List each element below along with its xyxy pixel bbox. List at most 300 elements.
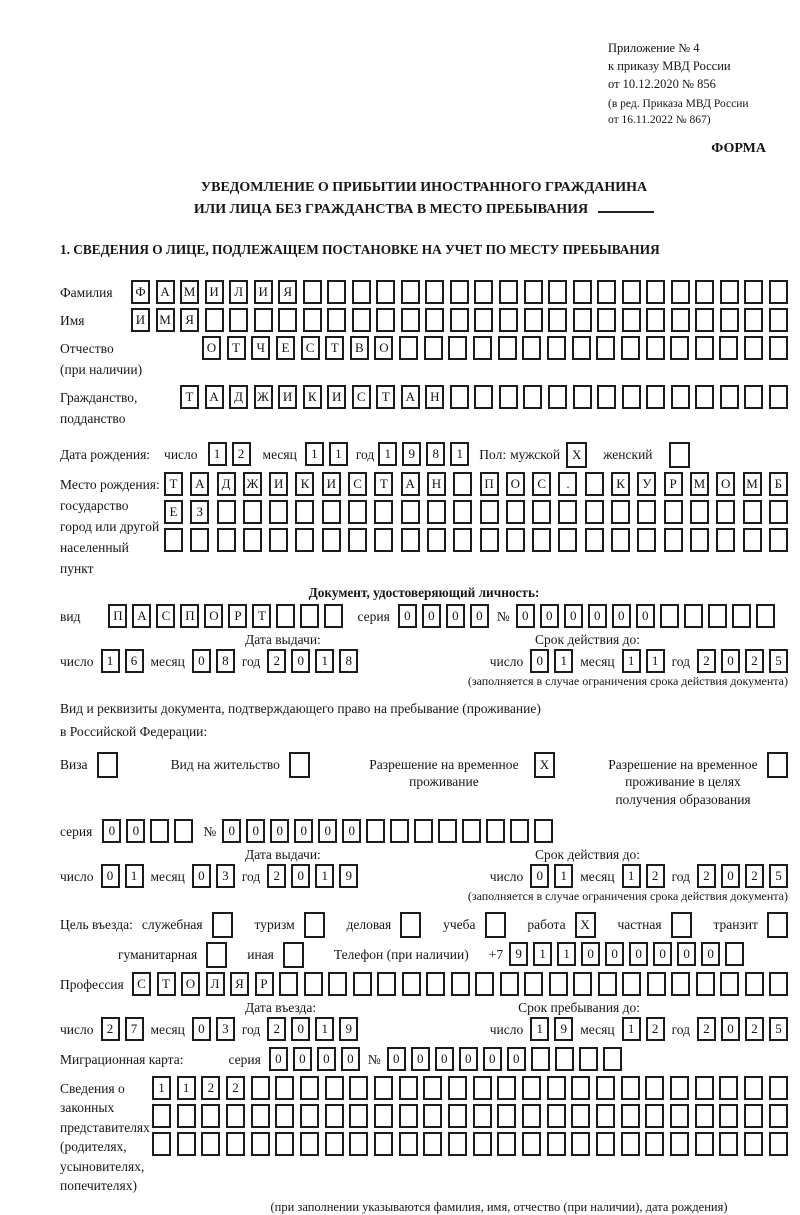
grid-cell[interactable]: С [156, 604, 175, 628]
grid-cell[interactable]: 0 [101, 864, 120, 888]
grid-cell[interactable]: 1 [450, 442, 469, 466]
grid-cell[interactable] [671, 385, 690, 409]
grid-cell[interactable] [769, 280, 788, 304]
grid-cell[interactable] [603, 1047, 622, 1071]
grid-cell[interactable] [473, 1076, 492, 1100]
grid-cell[interactable] [448, 1132, 467, 1156]
grid-cell[interactable]: Д [217, 472, 236, 496]
grid-cell[interactable]: П [480, 472, 499, 496]
grid-cell[interactable] [425, 280, 444, 304]
grid-cell[interactable] [621, 1076, 640, 1100]
grid-cell[interactable] [474, 308, 493, 332]
grid-cell[interactable]: 0 [126, 819, 145, 843]
grid-cell[interactable]: 6 [125, 649, 144, 673]
grid-cell[interactable]: Т [157, 972, 176, 996]
grid-cell[interactable] [401, 308, 420, 332]
grid-cell[interactable] [646, 280, 665, 304]
grid-cell[interactable] [206, 942, 227, 968]
grid-cell[interactable]: Я [180, 308, 199, 332]
grid-cell[interactable] [300, 1076, 319, 1100]
grid-cell[interactable] [400, 912, 421, 938]
grid-cell[interactable]: Б [769, 472, 788, 496]
grid-cell[interactable]: К [295, 472, 314, 496]
grid-cell[interactable]: 1 [125, 864, 144, 888]
grid-cell[interactable]: 1 [622, 649, 641, 673]
grid-cell[interactable] [348, 528, 367, 552]
grid-cell[interactable]: И [131, 308, 150, 332]
grid-cell[interactable] [671, 280, 690, 304]
grid-cell[interactable] [547, 1076, 566, 1100]
grid-cell[interactable] [664, 500, 683, 524]
grid-cell[interactable] [719, 1132, 738, 1156]
grid-cell[interactable]: 0 [102, 819, 121, 843]
grid-cell[interactable] [453, 528, 472, 552]
grid-cell[interactable]: И [205, 280, 224, 304]
grid-cell[interactable]: Н [425, 385, 444, 409]
grid-cell[interactable]: Я [278, 280, 297, 304]
grid-cell[interactable] [708, 604, 727, 628]
grid-cell[interactable] [269, 528, 288, 552]
grid-cell[interactable] [690, 528, 709, 552]
grid-cell[interactable] [300, 1132, 319, 1156]
grid-cell[interactable]: Р [664, 472, 683, 496]
grid-cell[interactable]: 2 [646, 864, 665, 888]
grid-cell[interactable] [399, 336, 418, 360]
grid-cell[interactable] [621, 1104, 640, 1128]
grid-cell[interactable] [719, 1076, 738, 1100]
grid-cell[interactable] [448, 1104, 467, 1128]
grid-cell[interactable] [322, 500, 341, 524]
grid-cell[interactable] [251, 1132, 270, 1156]
grid-cell[interactable] [548, 280, 567, 304]
grid-cell[interactable]: О [204, 604, 223, 628]
grid-cell[interactable] [585, 500, 604, 524]
grid-cell[interactable]: 0 [342, 819, 361, 843]
grid-cell[interactable]: 2 [226, 1076, 245, 1100]
grid-cell[interactable]: 0 [192, 864, 211, 888]
grid-cell[interactable] [745, 972, 764, 996]
grid-cell[interactable] [637, 528, 656, 552]
grid-cell[interactable] [497, 1076, 516, 1100]
grid-cell[interactable]: 0 [222, 819, 241, 843]
grid-cell[interactable] [279, 972, 298, 996]
grid-cell[interactable]: О [716, 472, 735, 496]
grid-cell[interactable]: И [269, 472, 288, 496]
grid-cell[interactable] [349, 1104, 368, 1128]
grid-cell[interactable] [769, 528, 788, 552]
grid-cell[interactable] [451, 972, 470, 996]
grid-cell[interactable]: И [322, 472, 341, 496]
grid-cell[interactable] [523, 385, 542, 409]
grid-cell[interactable]: 2 [745, 649, 764, 673]
grid-cell[interactable] [448, 1076, 467, 1100]
grid-cell[interactable] [226, 1104, 245, 1128]
grid-cell[interactable] [720, 308, 739, 332]
grid-cell[interactable] [480, 528, 499, 552]
grid-cell[interactable] [486, 819, 505, 843]
grid-cell[interactable]: 0 [721, 1017, 740, 1041]
grid-cell[interactable] [352, 280, 371, 304]
grid-cell[interactable] [473, 1132, 492, 1156]
grid-cell[interactable]: М [743, 472, 762, 496]
grid-cell[interactable]: К [303, 385, 322, 409]
grid-cell[interactable] [499, 280, 518, 304]
grid-cell[interactable] [695, 308, 714, 332]
grid-cell[interactable]: X [534, 752, 555, 778]
grid-cell[interactable] [596, 1132, 615, 1156]
grid-cell[interactable] [177, 1132, 196, 1156]
grid-cell[interactable] [524, 280, 543, 304]
grid-cell[interactable] [303, 280, 322, 304]
grid-cell[interactable] [303, 308, 322, 332]
grid-cell[interactable] [275, 1076, 294, 1100]
grid-cell[interactable] [450, 385, 469, 409]
grid-cell[interactable] [670, 1132, 689, 1156]
grid-cell[interactable] [572, 336, 591, 360]
grid-cell[interactable]: 0 [721, 649, 740, 673]
grid-cell[interactable] [377, 972, 396, 996]
grid-cell[interactable] [732, 604, 751, 628]
grid-cell[interactable] [744, 308, 763, 332]
grid-cell[interactable] [251, 1076, 270, 1100]
grid-cell[interactable] [621, 336, 640, 360]
grid-cell[interactable]: Т [374, 472, 393, 496]
grid-cell[interactable] [322, 528, 341, 552]
grid-cell[interactable]: 1 [305, 442, 324, 466]
grid-cell[interactable] [401, 528, 420, 552]
grid-cell[interactable]: 0 [629, 942, 648, 966]
grid-cell[interactable] [744, 1104, 763, 1128]
grid-cell[interactable]: 3 [216, 1017, 235, 1041]
grid-cell[interactable] [645, 1076, 664, 1100]
grid-cell[interactable]: Т [227, 336, 246, 360]
grid-cell[interactable] [769, 1076, 788, 1100]
grid-cell[interactable]: Т [325, 336, 344, 360]
grid-cell[interactable] [353, 972, 372, 996]
grid-cell[interactable] [480, 500, 499, 524]
grid-cell[interactable]: 2 [201, 1076, 220, 1100]
grid-cell[interactable]: 1 [622, 864, 641, 888]
grid-cell[interactable] [645, 1104, 664, 1128]
grid-cell[interactable]: 3 [216, 864, 235, 888]
grid-cell[interactable]: 0 [293, 1047, 312, 1071]
grid-cell[interactable] [596, 1104, 615, 1128]
grid-cell[interactable] [425, 308, 444, 332]
grid-cell[interactable] [499, 385, 518, 409]
grid-cell[interactable] [531, 1047, 550, 1071]
grid-cell[interactable] [684, 604, 703, 628]
grid-cell[interactable] [744, 385, 763, 409]
grid-cell[interactable]: И [278, 385, 297, 409]
grid-cell[interactable]: Т [376, 385, 395, 409]
grid-cell[interactable] [637, 500, 656, 524]
grid-cell[interactable]: 9 [554, 1017, 573, 1041]
grid-cell[interactable] [254, 308, 273, 332]
grid-cell[interactable]: О [202, 336, 221, 360]
grid-cell[interactable]: 0 [411, 1047, 430, 1071]
grid-cell[interactable] [152, 1132, 171, 1156]
grid-cell[interactable]: 0 [269, 1047, 288, 1071]
grid-cell[interactable] [670, 1076, 689, 1100]
grid-cell[interactable] [622, 308, 641, 332]
grid-cell[interactable] [164, 528, 183, 552]
grid-cell[interactable]: А [401, 472, 420, 496]
grid-cell[interactable]: 2 [745, 1017, 764, 1041]
grid-cell[interactable] [522, 1104, 541, 1128]
grid-cell[interactable] [695, 336, 714, 360]
grid-cell[interactable]: 0 [564, 604, 583, 628]
grid-cell[interactable] [549, 972, 568, 996]
grid-cell[interactable]: 2 [697, 864, 716, 888]
grid-cell[interactable] [670, 336, 689, 360]
grid-cell[interactable] [327, 280, 346, 304]
grid-cell[interactable] [573, 280, 592, 304]
grid-cell[interactable] [534, 819, 553, 843]
grid-cell[interactable] [669, 442, 690, 468]
grid-cell[interactable]: 5 [769, 649, 788, 673]
grid-cell[interactable] [251, 1104, 270, 1128]
grid-cell[interactable] [450, 308, 469, 332]
grid-cell[interactable] [374, 1076, 393, 1100]
grid-cell[interactable]: 1 [554, 649, 573, 673]
grid-cell[interactable] [596, 1076, 615, 1100]
grid-cell[interactable] [324, 604, 343, 628]
grid-cell[interactable]: 1 [646, 649, 665, 673]
grid-cell[interactable]: 0 [270, 819, 289, 843]
grid-cell[interactable] [743, 528, 762, 552]
grid-cell[interactable] [283, 942, 304, 968]
grid-cell[interactable]: 0 [192, 649, 211, 673]
grid-cell[interactable]: Л [229, 280, 248, 304]
grid-cell[interactable]: 1 [177, 1076, 196, 1100]
grid-cell[interactable]: 2 [101, 1017, 120, 1041]
grid-cell[interactable] [473, 1104, 492, 1128]
grid-cell[interactable]: 0 [530, 864, 549, 888]
grid-cell[interactable] [646, 385, 665, 409]
grid-cell[interactable] [269, 500, 288, 524]
grid-cell[interactable]: 0 [530, 649, 549, 673]
grid-cell[interactable]: К [611, 472, 630, 496]
grid-cell[interactable] [423, 1076, 442, 1100]
grid-cell[interactable] [327, 308, 346, 332]
grid-cell[interactable]: 0 [516, 604, 535, 628]
grid-cell[interactable]: С [352, 385, 371, 409]
grid-cell[interactable] [453, 500, 472, 524]
grid-cell[interactable]: 0 [588, 604, 607, 628]
grid-cell[interactable]: 7 [125, 1017, 144, 1041]
grid-cell[interactable] [190, 528, 209, 552]
grid-cell[interactable]: 1 [378, 442, 397, 466]
grid-cell[interactable] [177, 1104, 196, 1128]
grid-cell[interactable]: Р [255, 972, 274, 996]
grid-cell[interactable] [573, 308, 592, 332]
grid-cell[interactable]: Я [230, 972, 249, 996]
grid-cell[interactable] [352, 308, 371, 332]
grid-cell[interactable] [769, 336, 788, 360]
grid-cell[interactable] [622, 972, 641, 996]
grid-cell[interactable] [598, 972, 617, 996]
grid-cell[interactable] [571, 1132, 590, 1156]
grid-cell[interactable] [670, 1104, 689, 1128]
grid-cell[interactable]: 5 [769, 1017, 788, 1041]
grid-cell[interactable] [647, 972, 666, 996]
grid-cell[interactable] [497, 1132, 516, 1156]
grid-cell[interactable] [769, 972, 788, 996]
grid-cell[interactable]: X [575, 912, 596, 938]
grid-cell[interactable] [769, 500, 788, 524]
grid-cell[interactable] [499, 308, 518, 332]
grid-cell[interactable]: С [301, 336, 320, 360]
grid-cell[interactable] [217, 528, 236, 552]
grid-cell[interactable]: 0 [507, 1047, 526, 1071]
grid-cell[interactable] [555, 1047, 574, 1071]
grid-cell[interactable] [212, 912, 233, 938]
grid-cell[interactable] [510, 819, 529, 843]
grid-cell[interactable] [646, 308, 665, 332]
grid-cell[interactable] [401, 500, 420, 524]
grid-cell[interactable] [767, 912, 788, 938]
grid-cell[interactable] [744, 1076, 763, 1100]
grid-cell[interactable] [725, 942, 744, 966]
grid-cell[interactable] [671, 308, 690, 332]
grid-cell[interactable] [597, 280, 616, 304]
grid-cell[interactable]: 0 [677, 942, 696, 966]
grid-cell[interactable]: Ф [131, 280, 150, 304]
grid-cell[interactable] [756, 604, 775, 628]
grid-cell[interactable] [474, 385, 493, 409]
grid-cell[interactable] [547, 336, 566, 360]
grid-cell[interactable] [300, 1104, 319, 1128]
grid-cell[interactable]: 0 [341, 1047, 360, 1071]
grid-cell[interactable] [585, 528, 604, 552]
grid-cell[interactable] [328, 972, 347, 996]
grid-cell[interactable]: 0 [470, 604, 489, 628]
grid-cell[interactable]: 0 [435, 1047, 454, 1071]
grid-cell[interactable] [390, 819, 409, 843]
grid-cell[interactable]: Д [229, 385, 248, 409]
grid-cell[interactable] [611, 528, 630, 552]
grid-cell[interactable] [485, 912, 506, 938]
grid-cell[interactable]: 9 [402, 442, 421, 466]
grid-cell[interactable]: 9 [339, 1017, 358, 1041]
grid-cell[interactable] [448, 336, 467, 360]
grid-cell[interactable]: 5 [769, 864, 788, 888]
grid-cell[interactable]: 0 [581, 942, 600, 966]
grid-cell[interactable]: Р [228, 604, 247, 628]
grid-cell[interactable] [532, 500, 551, 524]
grid-cell[interactable] [585, 472, 604, 496]
grid-cell[interactable] [423, 1104, 442, 1128]
grid-cell[interactable] [611, 500, 630, 524]
grid-cell[interactable]: Н [427, 472, 446, 496]
grid-cell[interactable] [325, 1132, 344, 1156]
grid-cell[interactable]: П [108, 604, 127, 628]
grid-cell[interactable]: 0 [318, 819, 337, 843]
grid-cell[interactable] [453, 472, 472, 496]
grid-cell[interactable]: 1 [315, 1017, 334, 1041]
grid-cell[interactable] [376, 308, 395, 332]
grid-cell[interactable] [558, 500, 577, 524]
grid-cell[interactable]: М [180, 280, 199, 304]
grid-cell[interactable]: О [374, 336, 393, 360]
grid-cell[interactable]: 0 [291, 864, 310, 888]
grid-cell[interactable] [696, 972, 715, 996]
grid-cell[interactable] [295, 500, 314, 524]
grid-cell[interactable] [769, 1132, 788, 1156]
grid-cell[interactable] [217, 500, 236, 524]
grid-cell[interactable]: В [350, 336, 369, 360]
grid-cell[interactable] [645, 1132, 664, 1156]
grid-cell[interactable] [524, 308, 543, 332]
grid-cell[interactable] [547, 1104, 566, 1128]
grid-cell[interactable]: М [156, 308, 175, 332]
grid-cell[interactable] [769, 308, 788, 332]
grid-cell[interactable] [522, 336, 541, 360]
grid-cell[interactable] [424, 336, 443, 360]
grid-cell[interactable]: X [566, 442, 587, 468]
grid-cell[interactable] [664, 528, 683, 552]
grid-cell[interactable]: 1 [315, 864, 334, 888]
grid-cell[interactable] [571, 1104, 590, 1128]
grid-cell[interactable] [450, 280, 469, 304]
grid-cell[interactable]: Ж [254, 385, 273, 409]
grid-cell[interactable]: Т [164, 472, 183, 496]
grid-cell[interactable] [399, 1132, 418, 1156]
grid-cell[interactable] [349, 1076, 368, 1100]
grid-cell[interactable] [548, 308, 567, 332]
grid-cell[interactable]: 1 [101, 649, 120, 673]
grid-cell[interactable] [374, 500, 393, 524]
grid-cell[interactable] [548, 385, 567, 409]
grid-cell[interactable] [374, 528, 393, 552]
grid-cell[interactable] [579, 1047, 598, 1071]
grid-cell[interactable]: А [132, 604, 151, 628]
grid-cell[interactable]: 1 [152, 1076, 171, 1100]
grid-cell[interactable] [597, 385, 616, 409]
grid-cell[interactable] [744, 1132, 763, 1156]
grid-cell[interactable]: 0 [422, 604, 441, 628]
grid-cell[interactable] [325, 1104, 344, 1128]
grid-cell[interactable] [374, 1132, 393, 1156]
grid-cell[interactable]: 0 [294, 819, 313, 843]
grid-cell[interactable] [558, 528, 577, 552]
grid-cell[interactable]: 0 [246, 819, 265, 843]
grid-cell[interactable]: Е [276, 336, 295, 360]
grid-cell[interactable]: 0 [291, 1017, 310, 1041]
grid-cell[interactable]: И [254, 280, 273, 304]
grid-cell[interactable] [719, 1104, 738, 1128]
grid-cell[interactable] [423, 1132, 442, 1156]
grid-cell[interactable] [744, 280, 763, 304]
grid-cell[interactable] [506, 500, 525, 524]
grid-cell[interactable]: П [180, 604, 199, 628]
grid-cell[interactable]: 2 [232, 442, 251, 466]
grid-cell[interactable]: З [190, 500, 209, 524]
grid-cell[interactable]: 1 [208, 442, 227, 466]
grid-cell[interactable]: 2 [697, 1017, 716, 1041]
grid-cell[interactable] [243, 500, 262, 524]
grid-cell[interactable]: 0 [636, 604, 655, 628]
grid-cell[interactable] [325, 1076, 344, 1100]
grid-cell[interactable] [295, 528, 314, 552]
grid-cell[interactable]: 0 [605, 942, 624, 966]
grid-cell[interactable]: 1 [315, 649, 334, 673]
grid-cell[interactable] [695, 1132, 714, 1156]
grid-cell[interactable]: 1 [554, 864, 573, 888]
grid-cell[interactable]: Т [180, 385, 199, 409]
grid-cell[interactable]: 1 [557, 942, 576, 966]
grid-cell[interactable] [743, 500, 762, 524]
